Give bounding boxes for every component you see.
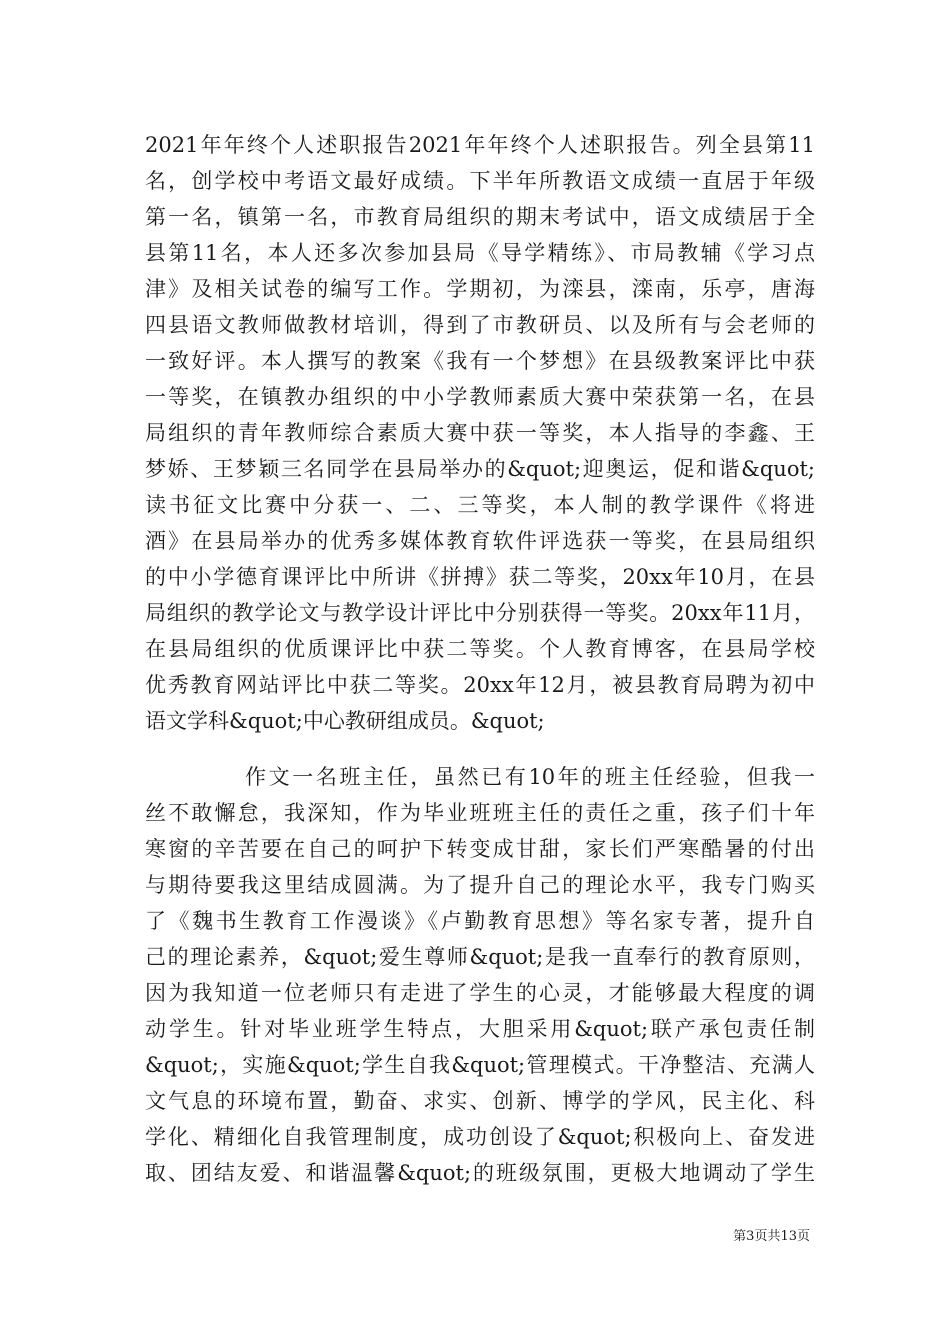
page-number: 第3页共13页 <box>733 1229 810 1244</box>
body-line: 津》及相关试卷的编写工作。学期初，为滦县，滦南，乐亭，唐海 <box>145 277 815 301</box>
body-line: &quot;，实施&quot;学生自我&quot;管理模式。干净整洁、充满人 <box>145 1053 815 1077</box>
body-line: 语文学科&quot;中心教研组成员。&quot; <box>145 709 545 733</box>
body-line: 因为我知道一位老师只有走进了学生的心灵，才能够最大程度的调 <box>145 981 815 1005</box>
body-line: 的中小学德育课评比中所讲《拼搏》获二等奖，20xx年10月，在县 <box>145 565 815 589</box>
body-line: 了《魏书生教育工作漫谈》《卢勤教育思想》等名家专著，提升自 <box>145 909 815 933</box>
body-line: 优秀教育网站评比中获二等奖。20xx年12月，被县教育局聘为初中 <box>145 673 815 697</box>
body-line: 读书征文比赛中分获一、二、三等奖，本人制的教学课件《将进 <box>145 493 815 517</box>
body-line: 梦娇、王梦颖三名同学在县局举办的&quot;迎奥运，促和谐&quot; <box>145 457 815 481</box>
body-line: 在县局组织的优质课评比中获二等奖。个人教育博客，在县局学校 <box>145 637 815 661</box>
body-line: 县第11名，本人还多次参加县局《导学精练》、市局教辅《学习点 <box>145 241 815 265</box>
body-line: 己的理论素养，&quot;爱生尊师&quot;是我一直奉行的教育原则， <box>145 945 815 969</box>
body-line-indented: 作文一名班主任，虽然已有10年的班主任经验，但我一 <box>245 765 815 789</box>
body-line: 局组织的教学论文与教学设计评比中分别获得一等奖。20xx年11月， <box>145 601 815 625</box>
body-line: 寒窗的辛苦要在自己的呵护下转变成甘甜，家长们严寒酷暑的付出 <box>145 837 815 861</box>
body-line: 四县语文教师做教材培训，得到了市教研员、以及所有与会老师的 <box>145 313 815 337</box>
body-line: 文气息的环境布置，勤奋、求实、创新、博学的学风，民主化、科 <box>145 1089 815 1113</box>
body-line: 一等奖，在镇教办组织的中小学教师素质大赛中荣获第一名，在县 <box>145 385 815 409</box>
body-line: 局组织的青年教师综合素质大赛中获一等奖，本人指导的李鑫、王 <box>145 421 815 445</box>
body-line: 酒》在县局举办的优秀多媒体教育软件评选获一等奖，在县局组织 <box>145 529 815 553</box>
body-line: 名，创学校中考语文最好成绩。下半年所教语文成绩一直居于年级 <box>145 169 815 193</box>
body-line: 丝不敢懈怠，我深知，作为毕业班班主任的责任之重，孩子们十年 <box>145 801 815 825</box>
body-line: 2021年年终个人述职报告2021年年终个人述职报告。列全县第11 <box>145 133 815 157</box>
body-line: 动学生。针对毕业班学生特点，大胆采用&quot;联产承包责任制 <box>145 1017 815 1041</box>
body-line: 第一名，镇第一名，市教育局组织的期末考试中，语文成绩居于全 <box>145 205 815 229</box>
body-line: 学化、精细化自我管理制度，成功创设了&quot;积极向上、奋发进 <box>145 1125 815 1149</box>
body-line: 一致好评。本人撰写的教案《我有一个梦想》在县级教案评比中获 <box>145 349 815 373</box>
body-line: 取、团结友爱、和谐温馨&quot;的班级氛围，更极大地调动了学生 <box>145 1161 815 1185</box>
body-line: 与期待要我这里结成圆满。为了提升自己的理论水平，我专门购买 <box>145 873 815 897</box>
